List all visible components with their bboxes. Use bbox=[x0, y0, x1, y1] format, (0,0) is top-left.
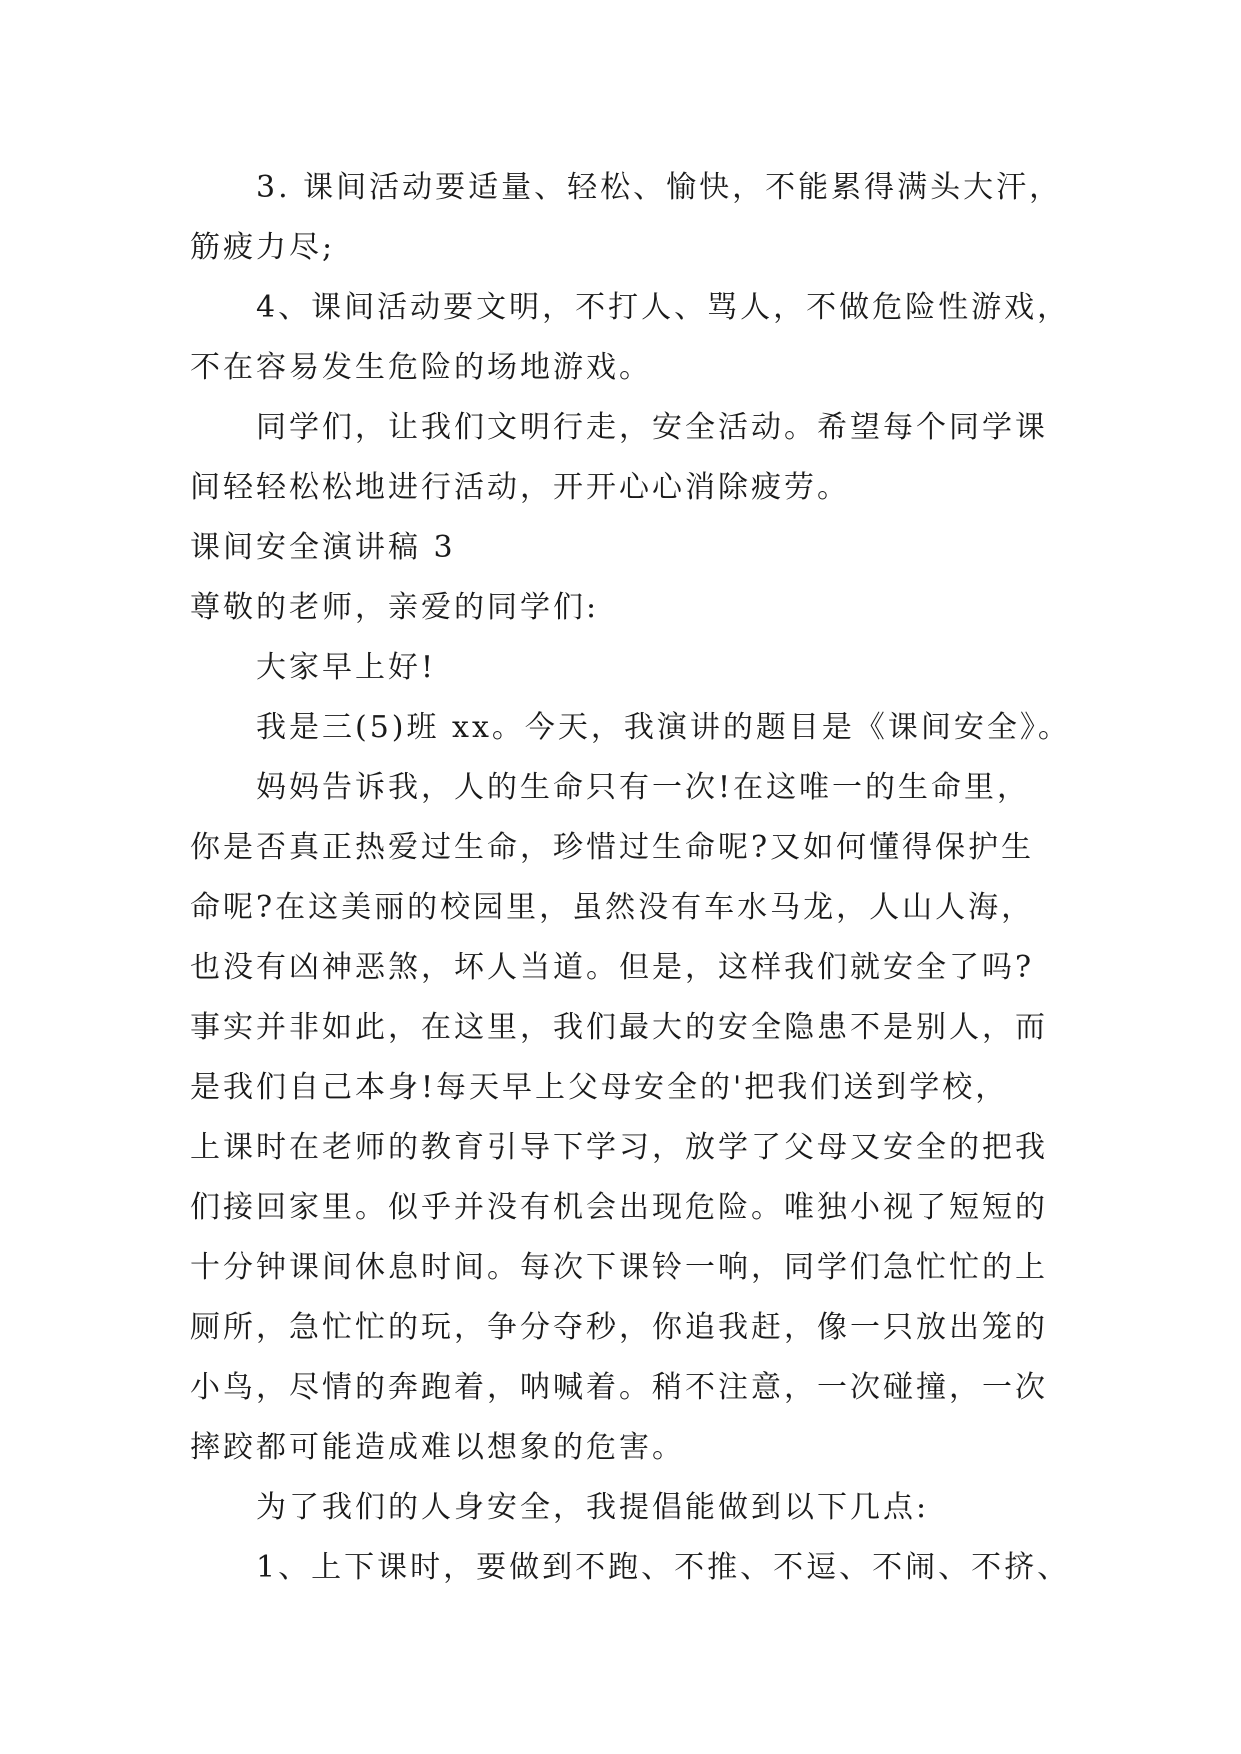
paragraph-line: 命呢?在这美丽的校园里，虽然没有车水马龙，人山人海， bbox=[190, 890, 1035, 925]
section-heading: 课间安全演讲稿 3 bbox=[190, 530, 456, 565]
paragraph-line: 是我们自己本身!每天早上父母安全的'把我们送到学校， bbox=[190, 1070, 1009, 1105]
paragraph-line: 筋疲力尽; bbox=[190, 230, 336, 265]
paragraph-line: 小鸟，尽情的奔跑着，呐喊着。稍不注意，一次碰撞，一次 bbox=[190, 1370, 1048, 1405]
paragraph-line: 不在容易发生危险的场地游戏。 bbox=[190, 350, 652, 385]
paragraph-line: 1、上下课时，要做到不跑、不推、不逗、不闹、不挤、 bbox=[256, 1550, 1071, 1585]
paragraph-line: 也没有凶神恶煞，坏人当道。但是，这样我们就安全了吗? bbox=[190, 950, 1035, 985]
paragraph-line: 十分钟课间休息时间。每次下课铃一响，同学们急忙忙的上 bbox=[190, 1250, 1048, 1285]
paragraph-line: 上课时在老师的教育引导下学习，放学了父母又安全的把我 bbox=[190, 1130, 1048, 1165]
paragraph-line: 3. 课间活动要适量、轻松、愉快，不能累得满头大汗， bbox=[256, 170, 1063, 205]
paragraph-line: 4、课间活动要文明，不打人、骂人，不做危险性游戏， bbox=[256, 290, 1071, 325]
paragraph-line: 厕所，急忙忙的玩，争分夺秒，你追我赶，像一只放出笼的 bbox=[190, 1310, 1048, 1345]
paragraph-line: 同学们，让我们文明行走，安全活动。希望每个同学课 bbox=[256, 410, 1048, 445]
paragraph-line: 你是否真正热爱过生命，珍惜过生命呢?又如何懂得保护生 bbox=[190, 830, 1035, 865]
paragraph-line: 妈妈告诉我，人的生命只有一次!在这唯一的生命里， bbox=[256, 770, 1031, 805]
paragraph-line: 们接回家里。似乎并没有机会出现危险。唯独小视了短短的 bbox=[190, 1190, 1048, 1225]
salutation: 尊敬的老师，亲爱的同学们: bbox=[190, 590, 600, 625]
paragraph-line: 我是三(5)班 xx。今天，我演讲的题目是《课间安全》。 bbox=[256, 710, 1071, 745]
paragraph-line: 间轻轻松松地进行活动，开开心心消除疲劳。 bbox=[190, 470, 850, 505]
paragraph-line: 事实并非如此，在这里，我们最大的安全隐患不是别人，而 bbox=[190, 1010, 1048, 1045]
paragraph-line: 为了我们的人身安全，我提倡能做到以下几点: bbox=[256, 1490, 930, 1525]
greeting: 大家早上好! bbox=[256, 650, 437, 685]
paragraph-line: 摔跤都可能造成难以想象的危害。 bbox=[190, 1430, 685, 1465]
